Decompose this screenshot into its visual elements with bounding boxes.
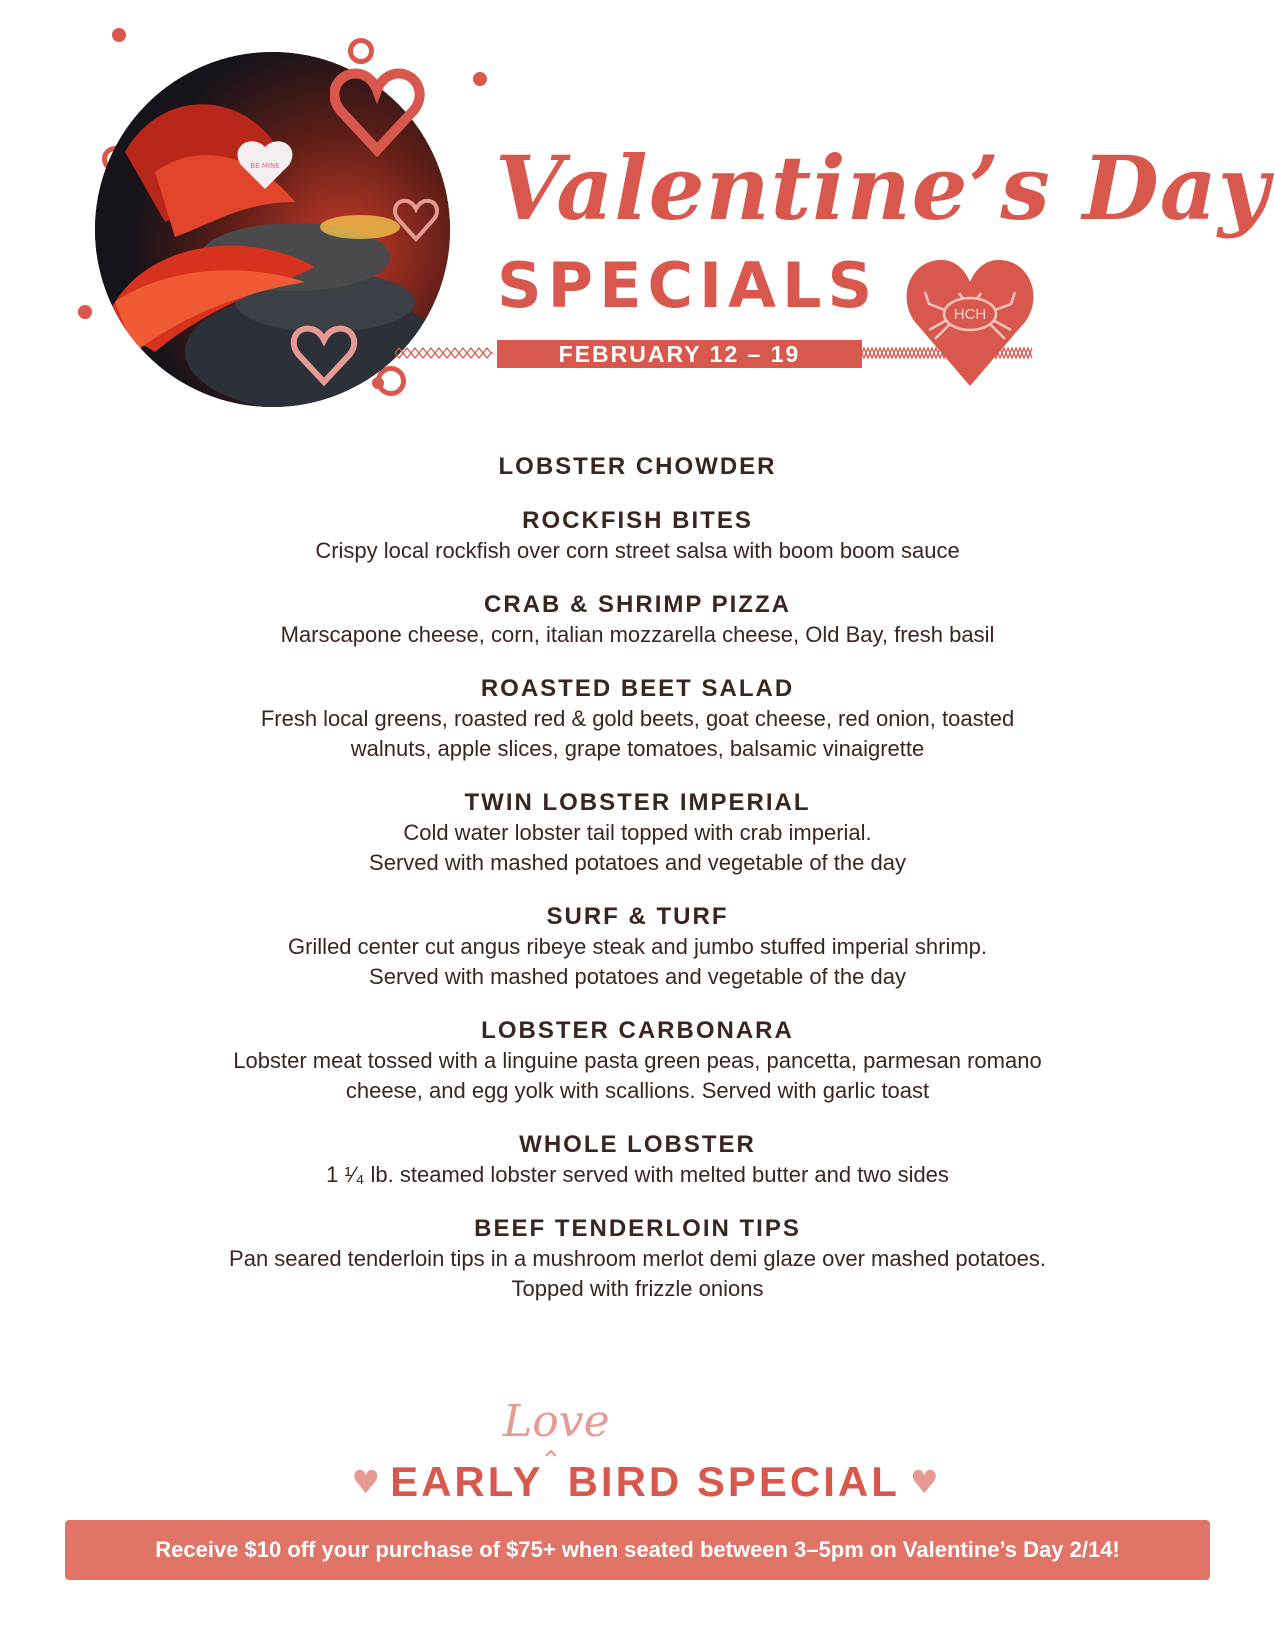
menu-item	[150, 452, 1125, 482]
menu-item-name: CRAB & SHRIMP PIZZA	[484, 591, 791, 618]
decor-ring	[376, 366, 406, 396]
title-specials: SPECIALS	[497, 249, 879, 322]
heart-outline-icon	[330, 62, 425, 157]
decor-ring	[348, 38, 374, 64]
menu-item-description: Crispy local rockfish over corn street salsa with boom boom sauce	[315, 538, 960, 563]
menu-list	[150, 452, 1125, 1328]
menu-item	[150, 590, 1125, 650]
menu-item	[150, 788, 1125, 878]
menu-item-name: TWIN LOBSTER IMPERIAL	[464, 789, 811, 816]
menu-item-description: Served with mashed potatoes and vegetable of the day	[369, 850, 906, 875]
insert-caret-icon: ⌃	[540, 1446, 562, 1476]
menu-item-description: Served with mashed potatoes and vegetable of the day	[369, 964, 906, 989]
menu-item-name: WHOLE LOBSTER	[519, 1131, 756, 1158]
menu-item-name: ROASTED BEET SALAD	[480, 675, 795, 702]
menu-item-description: 1 ¹⁄₄ lb. steamed lobster served with melted butter and two sides	[326, 1162, 949, 1187]
menu-item-description: Cold water lobster tail topped with crab imperial.	[403, 820, 872, 845]
menu-item	[150, 1016, 1125, 1106]
candy-heart-text: BE MINE	[250, 162, 280, 170]
decor-dot	[473, 72, 487, 86]
menu-item-description: Topped with frizzle onions	[511, 1276, 764, 1301]
heart-icon: ♥	[909, 1463, 939, 1501]
menu-item	[150, 902, 1125, 992]
menu-item-description: Marscapone cheese, corn, italian mozzarella cheese, Old Bay, fresh basil	[280, 622, 995, 647]
love-script: Love	[503, 1396, 610, 1447]
menu-item	[150, 1214, 1125, 1304]
menu-item	[150, 674, 1125, 764]
menu-item-description: Lobster meat tossed with a linguine pasta green peas, pancetta, parmesan romano	[233, 1048, 1042, 1073]
menu-item-description: Fresh local greens, roasted red & gold beets, goat cheese, red onion, toasted	[260, 706, 1015, 731]
menu-item-name: BEEF TENDERLOIN TIPS	[474, 1215, 801, 1242]
heart-icon: ♥	[351, 1463, 381, 1501]
menu-item-description: Pan seared tenderloin tips in a mushroom merlot demi glaze over mashed potatoes.	[229, 1246, 1046, 1271]
menu-item-name: SURF & TURF	[546, 903, 729, 930]
zigzag-divider	[395, 346, 497, 360]
title-script: Valentine’s Day	[495, 136, 1270, 240]
menu-item-name: LOBSTER CARBONARA	[481, 1017, 794, 1044]
menu-item-name: LOBSTER CHOWDER	[498, 453, 777, 480]
date-range-band: FEBRUARY 12 – 19	[497, 340, 862, 368]
early-bird-heading	[335, 1452, 955, 1512]
decor-dot	[112, 28, 126, 42]
decor-dot	[78, 305, 92, 319]
logo-text: HCH	[953, 306, 987, 323]
heart-outline-icon	[392, 195, 440, 243]
early-bird-bird-special: BIRD SPECIAL	[567, 1458, 900, 1505]
heart-outline-icon	[290, 320, 358, 388]
early-bird-early: EARLY	[390, 1458, 544, 1505]
menu-item	[150, 1130, 1125, 1190]
menu-item-name: ROCKFISH BITES	[522, 507, 753, 534]
menu-item	[150, 506, 1125, 566]
promo-banner: Receive $10 off your purchase of $75+ when seated between 3–5pm on Valentine’s Day 2/14!	[65, 1520, 1210, 1580]
crab-heart-logo	[905, 252, 1035, 392]
menu-item-description: Grilled center cut angus ribeye steak and jumbo stuffed imperial shrimp.	[287, 934, 988, 959]
menu-item-description: walnuts, apple slices, grape tomatoes, balsamic vinaigrette	[350, 736, 925, 761]
menu-item-description: cheese, and egg yolk with scallions. Served with garlic toast	[345, 1078, 930, 1103]
